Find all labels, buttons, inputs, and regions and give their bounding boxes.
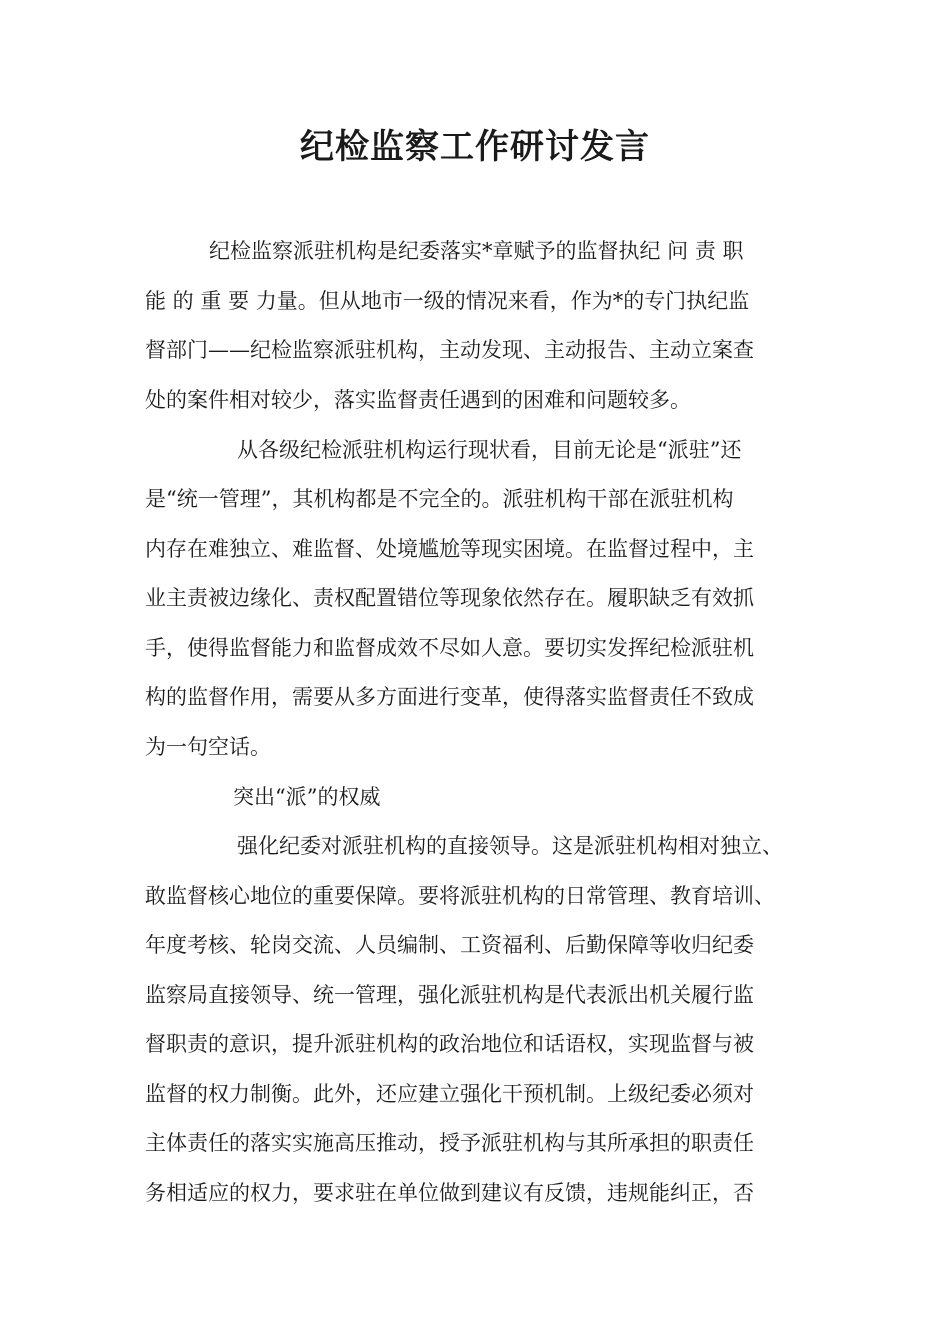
paragraph-3-line-1: 强化纪委对派驻机构的直接领导。这是派驻机构相对独立、	[237, 834, 783, 858]
paragraph-1-line-2: 能 的 重 要 力量。但从地市一级的情况来看，作为*的专门执纪监	[145, 289, 750, 313]
paragraph-3-line-3: 年度考核、轮岗交流、人员编制、工资福利、后勤保障等收归纪委	[145, 933, 754, 957]
paragraph-3-line-2: 敢监督核心地位的重要保障。要将派驻机构的日常管理、教育培训、	[145, 884, 775, 908]
paragraph-2-line-2: 是“统一管理”，其机构都是不完全的。派驻机构干部在派驻机构	[145, 487, 734, 511]
paragraph-1-line-4: 处的案件相对较少，落实监督责任遇到的困难和问题较多。	[145, 388, 691, 412]
paragraph-2-line-4: 业主责被边缘化、责权配置错位等现象依然存在。履职缺乏有效抓	[145, 586, 754, 610]
paragraph-2-line-3: 内存在难独立、难监督、处境尴尬等现实困境。在监督过程中，主	[145, 537, 754, 561]
paragraph-1-line-1: 纪检监察派驻机构是纪委落实*章赋予的监督执纪 问 责 职	[209, 239, 744, 263]
paragraph-3-line-8: 务相适应的权力，要求驻在单位做到建议有反馈，违规能纠正，否	[145, 1181, 754, 1205]
paragraph-3-line-6: 监督的权力制衡。此外，还应建立强化干预机制。上级纪委必须对	[145, 1082, 754, 1106]
paragraph-2-line-6: 构的监督作用，需要从多方面进行变革，使得落实监督责任不致成	[145, 685, 754, 709]
document-title: 纪检监察工作研讨发言	[300, 127, 650, 167]
paragraph-3-line-5: 督职责的意识，提升派驻机构的政治地位和话语权，实现监督与被	[145, 1032, 754, 1056]
paragraph-2-line-1: 从各级纪检派驻机构运行现状看，目前无论是“派驻”还	[237, 438, 742, 462]
paragraph-2-line-5: 手，使得监督能力和监督成效不尽如人意。要切实发挥纪检派驻机	[145, 636, 754, 660]
paragraph-3-line-4: 监察局直接领导、统一管理，强化派驻机构是代表派出机关履行监	[145, 983, 754, 1007]
paragraph-1-line-3: 督部门——纪检监察派驻机构，主动发现、主动报告、主动立案查	[145, 338, 754, 362]
paragraph-2-line-7: 为一句空话。	[145, 735, 271, 759]
paragraph-3-line-7: 主体责任的落实实施高压推动，授予派驻机构与其所承担的职责任	[145, 1131, 754, 1155]
section-heading: 突出“派”的权威	[233, 785, 381, 809]
